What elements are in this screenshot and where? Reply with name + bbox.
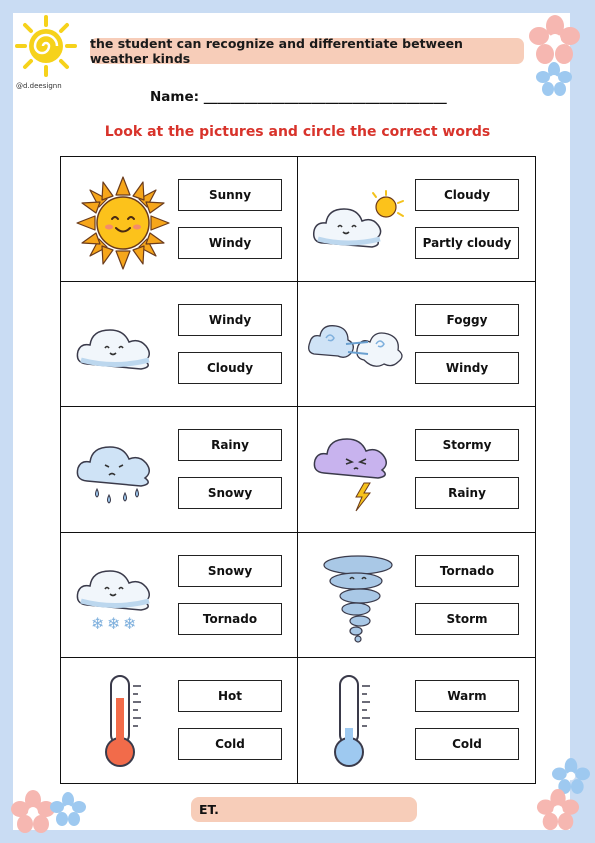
flower-blue-icon	[536, 62, 572, 96]
cold-thermometer-icon	[320, 672, 380, 776]
grid-cell-4-left	[61, 533, 298, 658]
worksheet-grid	[60, 156, 536, 784]
answer-option[interactable]: Rainy	[178, 429, 282, 461]
wind-icon	[306, 314, 406, 378]
grid-cell-5-right	[298, 658, 535, 783]
name-field[interactable]: Name: ____________________________________	[150, 89, 447, 105]
answer-option[interactable]: Windy	[178, 227, 282, 259]
flower-pink-icon	[528, 14, 582, 66]
objective-text: the student can recognize and differentiate between weather kinds	[90, 36, 463, 66]
grid-cell-4-right	[298, 533, 535, 658]
storm-cloud-icon	[312, 423, 404, 519]
answer-option[interactable]: Snowy	[178, 477, 282, 509]
rain-cloud-icon	[75, 429, 167, 517]
answer-option[interactable]: Tornado	[415, 555, 519, 587]
answer-option[interactable]: Rainy	[415, 477, 519, 509]
answer-option[interactable]: Windy	[178, 304, 282, 336]
sun-icon	[75, 175, 171, 275]
grid-cell-2-right	[298, 282, 535, 407]
svg-text:❄: ❄	[123, 613, 137, 633]
cloud-icon	[75, 312, 167, 374]
flower-blue-icon	[50, 792, 86, 826]
grid-cell-1-left	[61, 157, 298, 282]
answer-option[interactable]: Cloudy	[178, 352, 282, 384]
instructions-heading: Look at the pictures and circle the correct words	[104, 124, 491, 140]
sun-logo-icon	[14, 14, 78, 78]
grid-cell-1-right	[298, 157, 535, 282]
answer-option[interactable]: Hot	[178, 680, 282, 712]
grid-cell-2-left	[61, 282, 298, 407]
answer-option[interactable]: Cloudy	[415, 179, 519, 211]
snow-cloud-icon	[75, 555, 167, 641]
learning-objective-banner	[90, 38, 524, 64]
footer-label: ET.	[191, 797, 417, 822]
partly-cloudy-icon	[310, 189, 406, 257]
answer-option[interactable]: Windy	[415, 352, 519, 384]
svg-text:❄: ❄	[107, 613, 121, 633]
hot-thermometer-icon	[91, 672, 151, 776]
answer-option[interactable]: Snowy	[178, 555, 282, 587]
grid-cell-5-left	[61, 658, 298, 783]
tornado-icon	[318, 551, 398, 651]
grid-cell-3-right	[298, 407, 535, 532]
answer-option[interactable]: Cold	[415, 728, 519, 760]
answer-option[interactable]: Storm	[415, 603, 519, 635]
answer-option[interactable]: Foggy	[415, 304, 519, 336]
answer-option[interactable]: Cold	[178, 728, 282, 760]
answer-option[interactable]: Warm	[415, 680, 519, 712]
answer-option[interactable]: Tornado	[178, 603, 282, 635]
answer-option[interactable]: Partly cloudy	[415, 227, 519, 259]
answer-option[interactable]: Stormy	[415, 429, 519, 461]
svg-text:❄: ❄	[91, 613, 105, 633]
grid-cell-3-left	[61, 407, 298, 532]
author-watermark: @d.deesignn	[16, 82, 62, 90]
answer-option[interactable]: Sunny	[178, 179, 282, 211]
flower-pink-icon	[536, 788, 580, 832]
